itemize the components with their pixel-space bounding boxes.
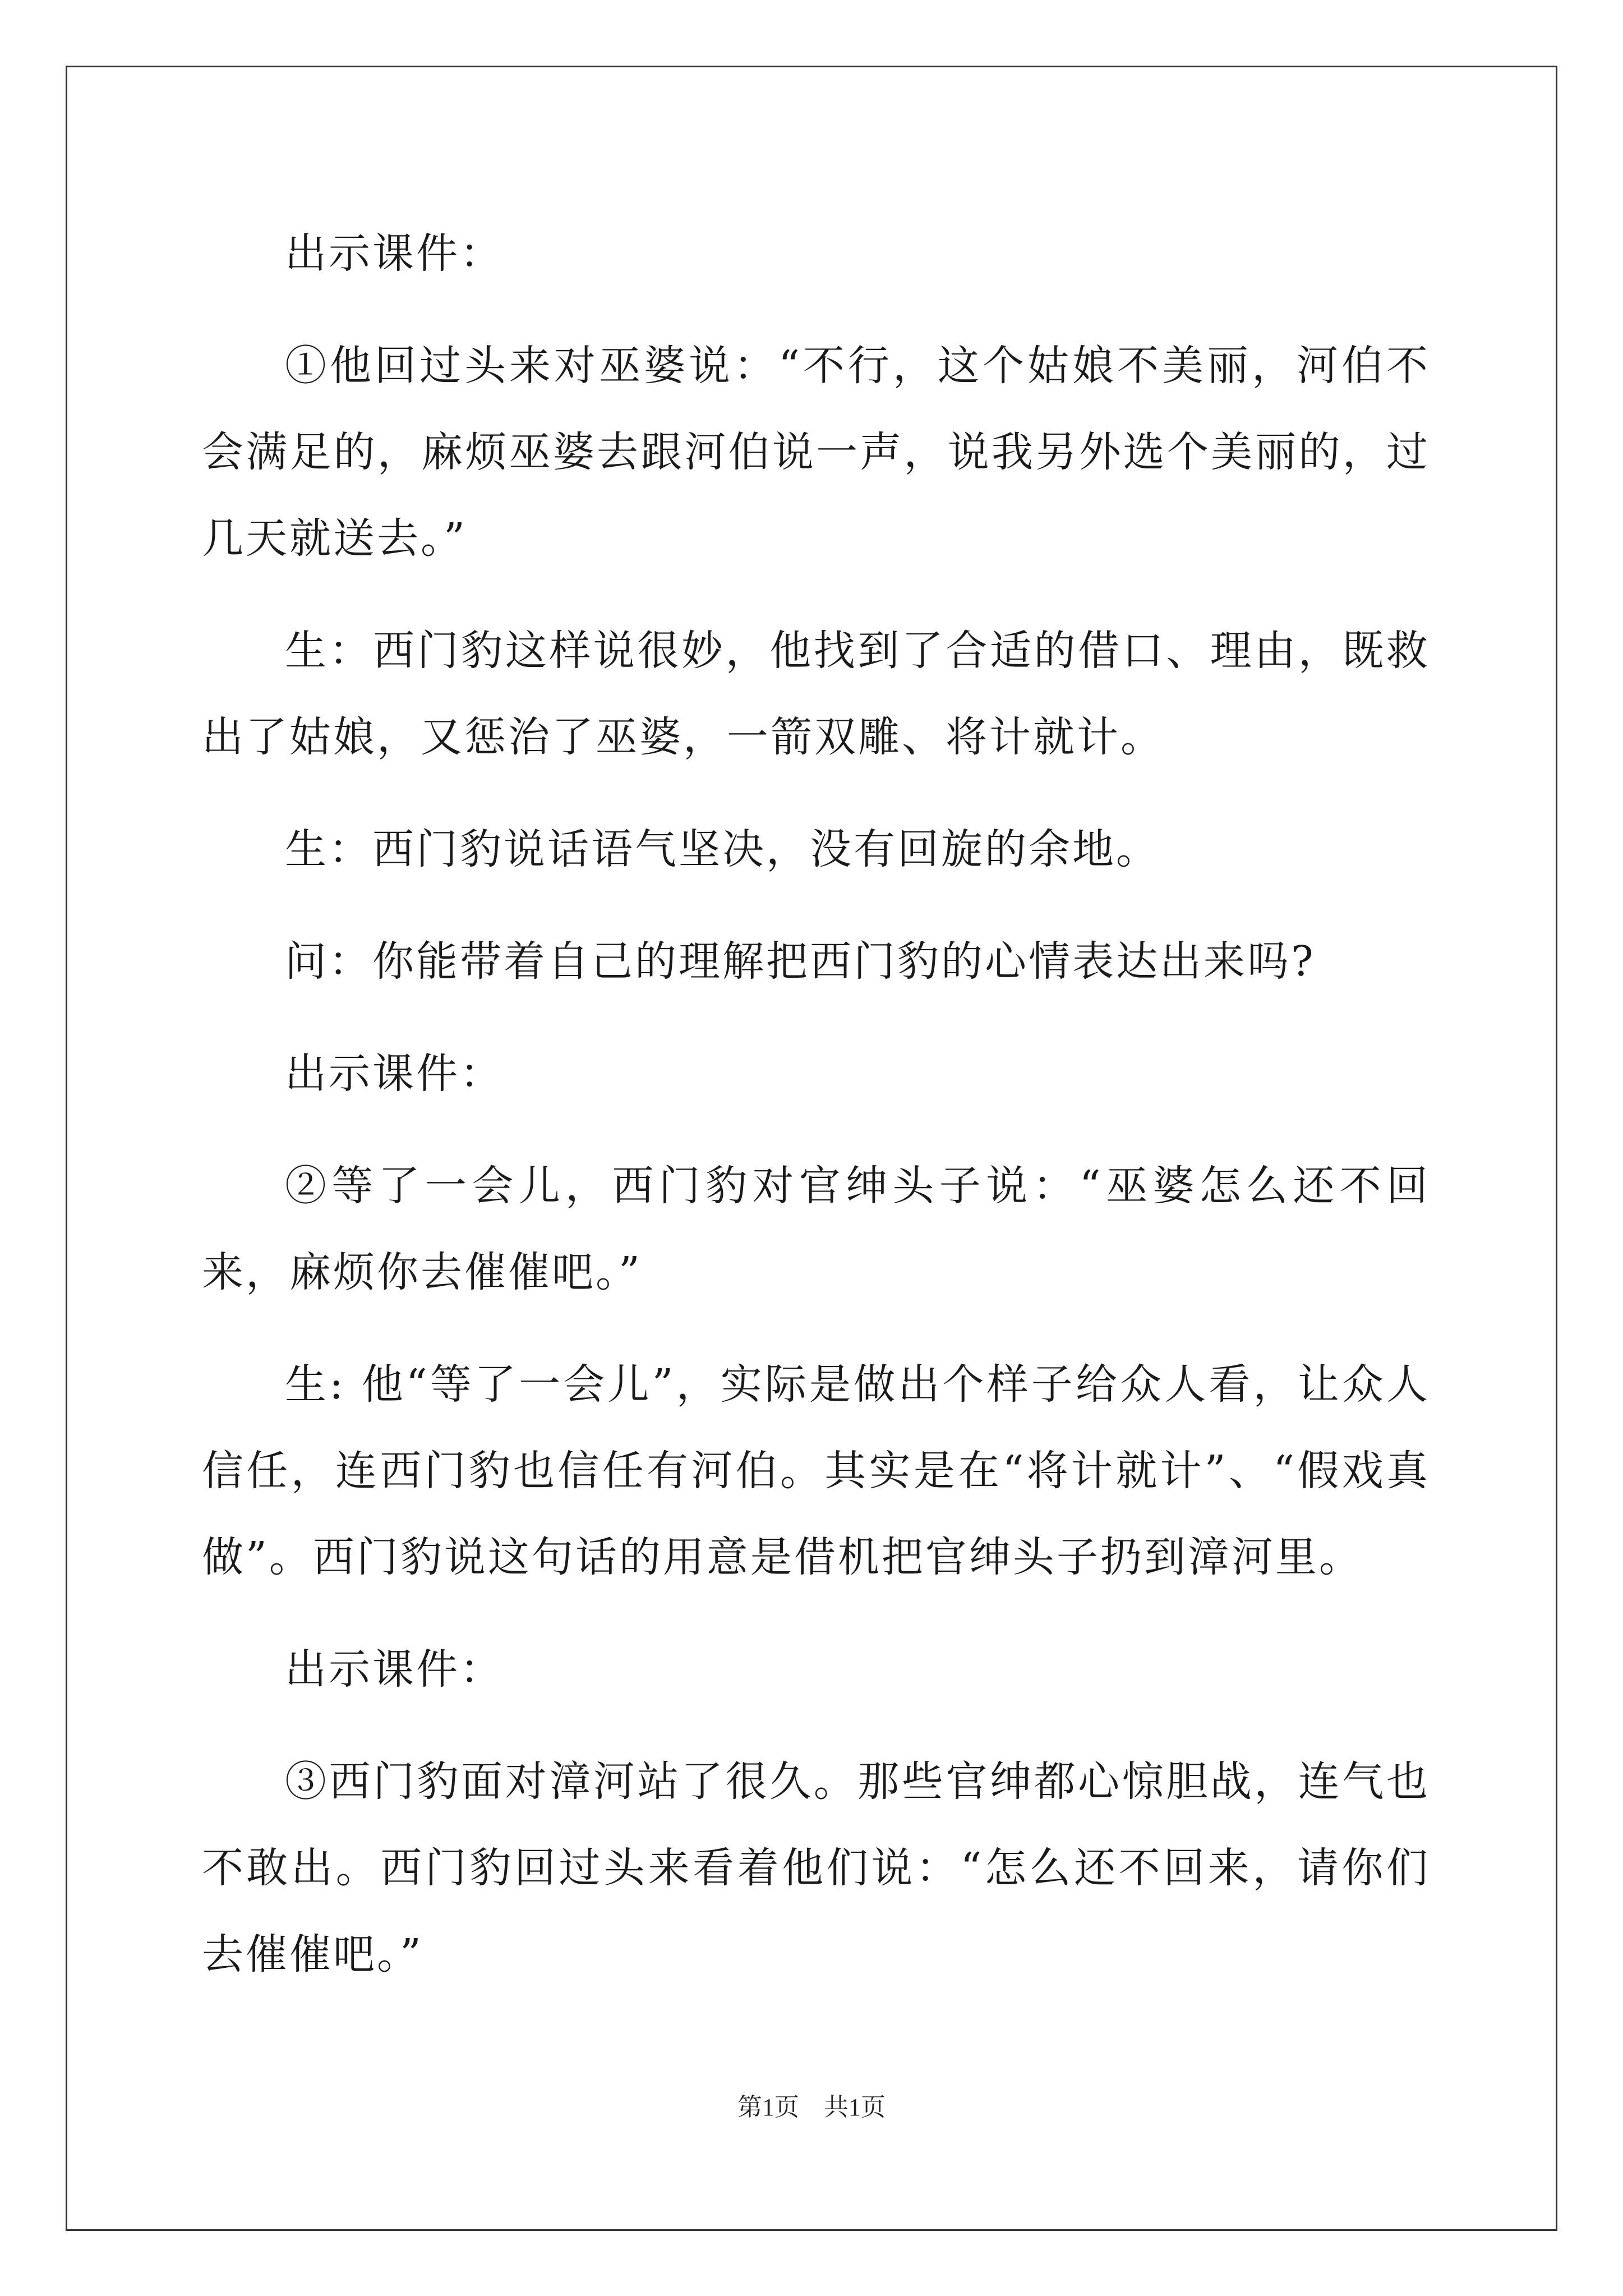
paragraph-7: ②等了一会儿，西门豹对官绅头子说：“巫婆怎么还不回来，麻烦你去催催吧。” bbox=[202, 1162, 1430, 1296]
page-number-footer: 第1页 共1页 bbox=[737, 2093, 886, 2121]
paragraph-6: 出示课件： bbox=[285, 1050, 504, 1098]
paragraph-5: 问：你能带着自己的理解把西门豹的心情表达出来吗? bbox=[285, 937, 1316, 986]
paragraph-8: 生: 他“等了一会儿”，实际是做出个样子给众人看，让众人信任，连西门豹也信任有河伯。其实是在“将计就计”、“假戏真做”。西门豹说这句话的用意是借机把官绅头子扔到漳河里。 bbox=[202, 1360, 1430, 1581]
paragraph-3: 生：西门豹这样说很妙，他找到了合适的借口、理由，既救出了姑娘，又惩治了巫婆，一箭双雕、将计就计。 bbox=[202, 627, 1430, 761]
paragraph-1: 出示课件： bbox=[285, 229, 504, 278]
document-body bbox=[202, 210, 1430, 2023]
paragraph-10: ③西门豹面对漳河站了很久。那些官绅都心惊胆战，连气也不敢出。西门豹回过头来看着他们说：“怎么还不回来，请你们去催催吧。” bbox=[202, 1757, 1430, 1978]
paragraph-2: ①他回过头来对巫婆说：“不行，这个姑娘不美丽，河伯不会满足的，麻烦巫婆去跟河伯说一声，说我另外选个美丽的，过几天就送去。” bbox=[202, 342, 1430, 563]
paragraph-9: 出示课件： bbox=[285, 1645, 504, 1694]
paragraph-4: 生：西门豹说话语气坚决，没有回旋的余地。 bbox=[285, 825, 1160, 873]
